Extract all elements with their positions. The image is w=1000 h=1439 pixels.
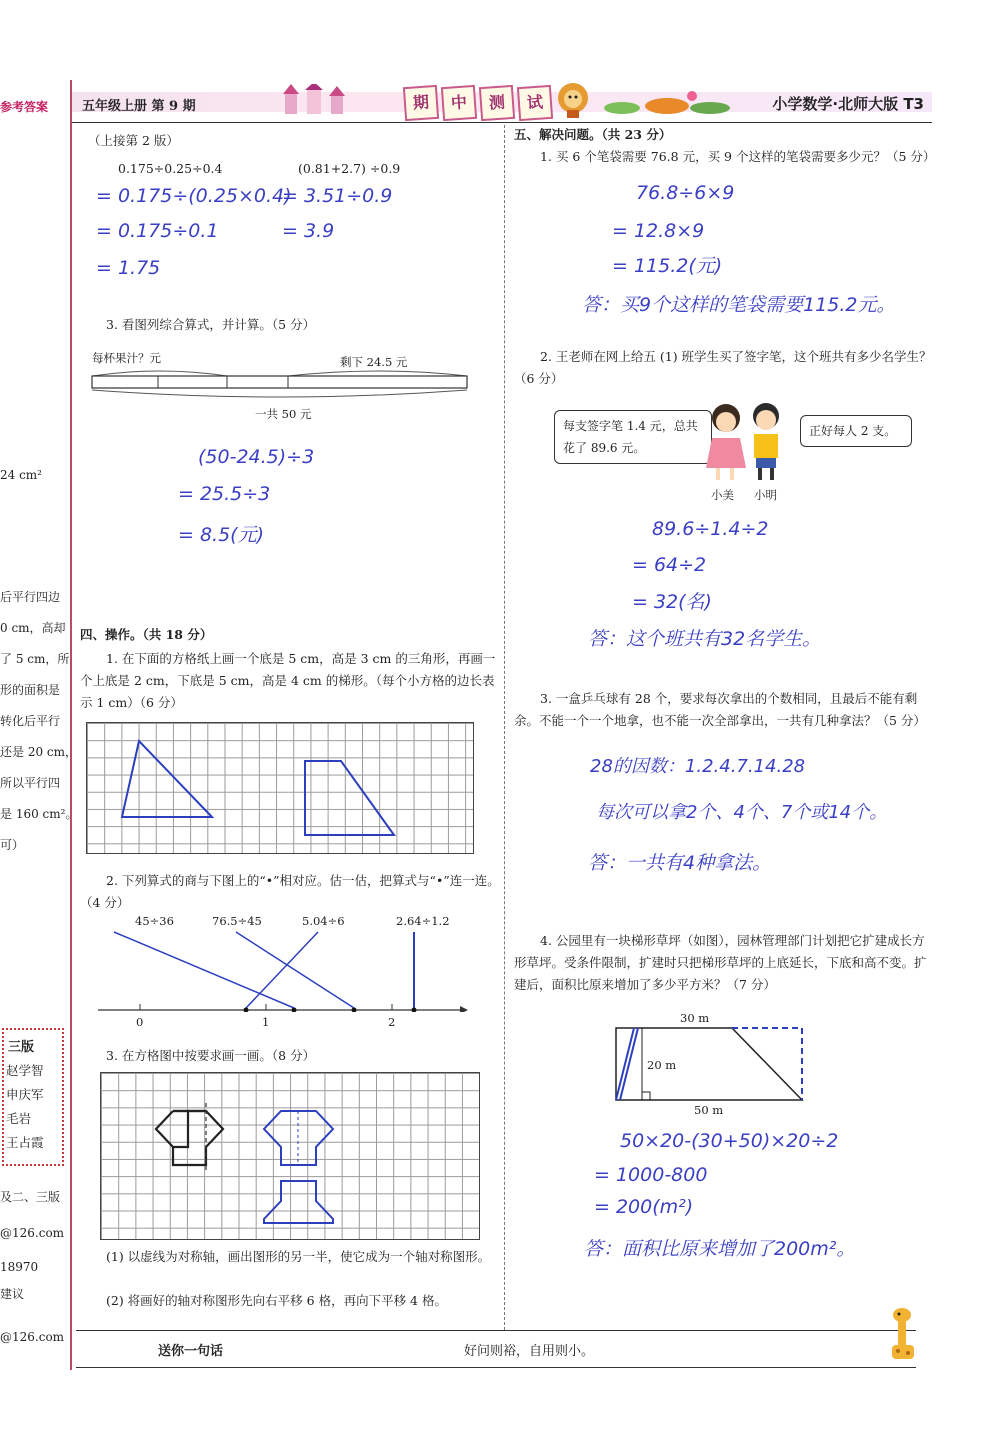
r-q1-step: = 12.8×9 bbox=[612, 220, 705, 242]
r-q1-stem: 1. 买 6 个笔袋需要 76.8 元，买 9 个这样的笔袋需要多少元？（5 分） bbox=[540, 149, 936, 164]
calc2-expression: (0.81+2.7) ÷0.9 bbox=[298, 161, 401, 176]
r-q1-step: = 115.2(元) bbox=[612, 255, 723, 277]
sec4-q1-stem: 1. 在下面的方格纸上画一个底是 5 cm，高是 3 cm 的三角形，再画一个上底是 2 cm，下底是 5 cm，高是 4 cm 的梯形。（每个小方格的边长表示 1 cm）（6 分） bbox=[80, 651, 496, 710]
strip-fragment: 24 cm² bbox=[0, 468, 42, 482]
number-line-diagram bbox=[96, 930, 468, 1012]
title-tile: 期 bbox=[403, 85, 439, 121]
name-label: 小美 bbox=[711, 488, 734, 502]
footer-quote: 好问则裕，自用则小。 bbox=[464, 1344, 595, 1359]
r-q4-answer: 答：面积比原来增加了200m²。 bbox=[584, 1238, 856, 1260]
calc1-expression: 0.175÷0.25÷0.4 bbox=[118, 161, 223, 176]
q3-step: = 8.5(元) bbox=[178, 524, 265, 546]
q3-label-right: 剩下 24.5 元 bbox=[340, 355, 408, 369]
strip-fragment: 是 160 cm²。 bbox=[0, 807, 78, 821]
r-q1-step: 76.8÷6×9 bbox=[636, 182, 735, 204]
section4-title: 四、操作。（共 18 分） bbox=[80, 627, 213, 642]
strip-bottom: @126.com bbox=[0, 1330, 65, 1344]
speech-bubble-left: 每支签字笔 1.4 元，总共花了 89.6 元。 bbox=[554, 410, 712, 464]
strip-bottom: 及二、三版 bbox=[0, 1190, 61, 1204]
segment-diagram bbox=[90, 368, 480, 408]
dim-label: 50 m bbox=[694, 1103, 724, 1117]
sec4-q3-part1: (1) 以虚线为对称轴，画出图形的另一半，使它成为一个轴对称图形。 bbox=[106, 1249, 491, 1264]
q2-expression: 45÷36 bbox=[135, 914, 174, 928]
title-tile: 测 bbox=[479, 85, 515, 121]
q2-expression: 5.04÷6 bbox=[302, 914, 345, 928]
q2-expression: 2.64÷1.2 bbox=[396, 914, 450, 928]
r-q2-step: = 32(名) bbox=[632, 591, 712, 613]
q3-stem: 3. 看图列综合算式，并计算。（5 分） bbox=[106, 317, 316, 332]
editor-name: 赵学智 bbox=[6, 1063, 44, 1078]
dim-label: 20 m bbox=[647, 1058, 677, 1072]
r-q2-stem: 2. 王老师在网上给五 (1) 班学生买了签字笔，这个班共有多少名学生？（6 分） bbox=[514, 349, 932, 386]
r-q4-step: = 1000-800 bbox=[594, 1164, 708, 1186]
strip-fragment: 可） bbox=[0, 838, 25, 852]
graph-paper-2 bbox=[100, 1072, 480, 1240]
tick-label: 1 bbox=[262, 1015, 270, 1029]
tick-label: 0 bbox=[136, 1015, 144, 1029]
r-q3-stem: 3. 一盒乒乓球有 28 个，要求每次拿出的个数相同，且最后不能有剩余。不能一个一个地拿，也不能一次全部拿出，一共有几种拿法？（5 分） bbox=[514, 691, 926, 728]
drawn-shapes bbox=[87, 723, 473, 853]
calc1-step: = 1.75 bbox=[96, 257, 161, 279]
title-tile: 中 bbox=[441, 85, 477, 121]
calc2-step: = 3.51÷0.9 bbox=[282, 185, 393, 207]
speech-bubble-right: 正好每人 2 支。 bbox=[800, 415, 912, 447]
answer-key-title: 参考答案 bbox=[0, 100, 49, 114]
footer-label: 送你一句话 bbox=[158, 1344, 224, 1359]
section5-title: 五、解决问题。（共 23 分） bbox=[514, 127, 672, 142]
sec4-q3-stem: 3. 在方格图中按要求画一画。（8 分） bbox=[106, 1048, 316, 1063]
symmetry-shapes bbox=[101, 1073, 479, 1239]
calc1-step: = 0.175÷(0.25×0.4) bbox=[96, 185, 292, 207]
strip-fragment: 形的面积是 bbox=[0, 683, 61, 697]
strip-fragment: 所以平行四 bbox=[0, 776, 61, 790]
trapezoid-diagram bbox=[612, 1024, 808, 1104]
r-q3-answer: 答：一共有4种拿法。 bbox=[588, 852, 772, 874]
strip-fragment: 还是 20 cm， bbox=[0, 745, 77, 759]
r-q3-line: 每次可以拿2个、4个、7个或14个。 bbox=[596, 802, 888, 823]
r-q4-step: = 200(m²) bbox=[594, 1196, 694, 1218]
r-q4-step: 50×20-(30+50)×20÷2 bbox=[620, 1130, 839, 1152]
graph-paper-1 bbox=[86, 722, 474, 854]
lion-mascot-icon bbox=[556, 82, 590, 118]
tick-label: 2 bbox=[388, 1015, 396, 1029]
giraffe-icon bbox=[882, 1307, 922, 1365]
sec4-q3-part2: (2) 将画好的轴对称图形先向右平移 6 格，再向下平移 4 格。 bbox=[106, 1293, 447, 1308]
q3-step: (50-24.5)÷3 bbox=[198, 446, 315, 468]
calc2-step: = 3.9 bbox=[282, 220, 335, 242]
castle-icon bbox=[277, 84, 357, 114]
strip-bottom: 建议 bbox=[0, 1287, 25, 1301]
name-label: 小明 bbox=[754, 488, 777, 502]
r-q3-line: 28的因数：1.2.4.7.14.28 bbox=[590, 756, 806, 777]
r-q1-answer: 答：买9个这样的笔袋需要115.2元。 bbox=[582, 294, 896, 316]
editor-name: 申庆军 bbox=[6, 1087, 44, 1102]
calc1-step: = 0.175÷0.1 bbox=[96, 220, 219, 242]
strip-fragment: 了 5 cm，所 bbox=[0, 652, 70, 666]
column-divider bbox=[504, 125, 505, 1330]
left-answer-strip bbox=[0, 80, 78, 1370]
r-q4-stem: 4. 公园里有一块梯形草坪（如图），园林管理部门计划把它扩建成长方形草坪。受条件限制，扩建时只把梯形草坪的上底延长，下底和高不变。扩建后，面积比原来增加了多少平方米？（7 分） bbox=[514, 933, 927, 992]
header-rule bbox=[72, 122, 932, 123]
q3-label-left: 每杯果汁？元 bbox=[92, 351, 161, 365]
continued-note: （上接第 2 版） bbox=[88, 133, 179, 148]
editor-name: 毛岩 bbox=[6, 1111, 32, 1126]
subject-edition: 小学数学·北师大版 T3 bbox=[772, 95, 924, 113]
strip-bottom: @126.com bbox=[0, 1226, 65, 1240]
r-q2-answer: 答：这个班共有32名学生。 bbox=[588, 628, 822, 650]
grade-issue: 五年级上册 第 9 期 bbox=[82, 99, 196, 114]
q2-expression: 76.5÷45 bbox=[212, 914, 262, 928]
dim-label: 30 m bbox=[680, 1011, 710, 1025]
strip-fragment: 转化后平行 bbox=[0, 714, 61, 728]
q3-step: = 25.5÷3 bbox=[178, 483, 271, 505]
q3-label-total: 一共 50 元 bbox=[255, 407, 312, 421]
editor-box bbox=[2, 1028, 64, 1166]
sec4-q2-stem: 2. 下列算式的商与下图上的“•”相对应。估一估，把算式与“•”连一连。（4 分） bbox=[80, 873, 500, 910]
page-header bbox=[72, 80, 932, 124]
strip-fragment: 后平行四边 bbox=[0, 590, 61, 604]
r-q2-step: 89.6÷1.4÷2 bbox=[652, 518, 769, 540]
kids-illustration bbox=[700, 398, 790, 482]
footer-bar bbox=[76, 1330, 916, 1368]
editor-name: 王占霞 bbox=[6, 1135, 44, 1150]
garden-decoration-icon bbox=[602, 84, 732, 114]
strip-fragment: 0 cm，高却 bbox=[0, 621, 66, 635]
editor-box-title: 三版 bbox=[8, 1040, 35, 1055]
strip-bottom: 18970 bbox=[0, 1260, 39, 1274]
title-tile: 试 bbox=[517, 85, 553, 121]
r-q2-step: = 64÷2 bbox=[632, 554, 707, 576]
